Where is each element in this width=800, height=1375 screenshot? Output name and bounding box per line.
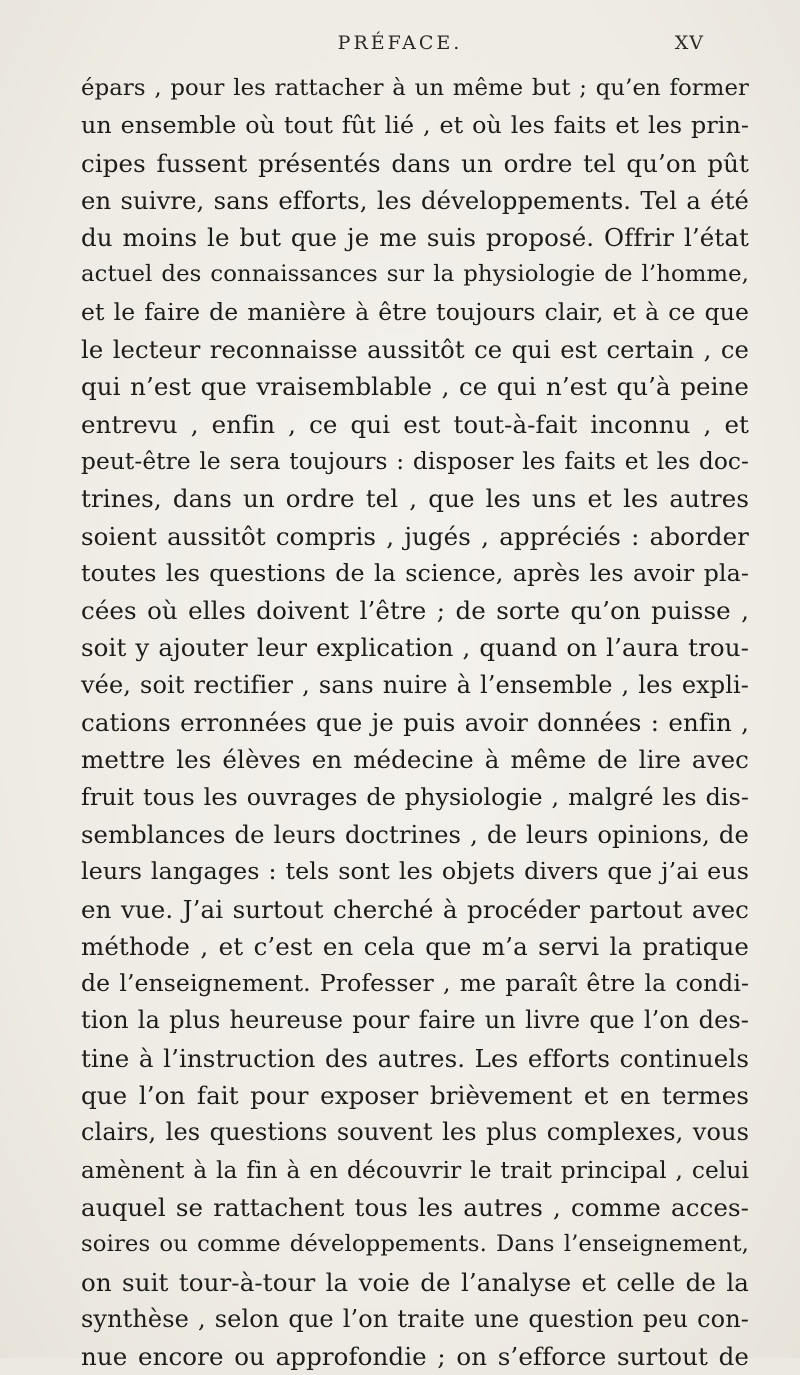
page-number: XV: [674, 32, 704, 54]
text-line: que l’on fait pour exposer brièvement et en termes: [81, 1081, 749, 1111]
text-line: vée, soit rectifier , sans nuire à l’ensemble , les expli-: [81, 670, 749, 699]
running-head: [0, 28, 800, 64]
text-line: fruit tous les ouvrages de physiologie , malgré les dis-: [81, 782, 749, 811]
text-line: et le faire de manière à être toujours clair, et à ce que: [81, 297, 749, 326]
text-line: trines, dans un ordre tel , que les uns et les autres: [81, 484, 749, 514]
text-line: soient aussitôt compris , jugés , appréciés : aborder: [81, 521, 749, 551]
text-line: toutes les questions de la science, après les avoir pla-: [81, 558, 749, 587]
text-line: tion la plus heureuse pour faire un livre que l’on des-: [81, 1006, 749, 1035]
text-line: entrevu , enfin , ce qui est tout-à-fait inconnu , et: [81, 409, 749, 439]
body-text: [81, 70, 749, 1375]
text-line: leurs langages : tels sont les objets divers que j’ai eus: [81, 857, 749, 886]
text-line: peut-être le sera toujours : disposer les faits et les doc-: [81, 447, 749, 475]
text-line: clairs, les questions souvent les plus complexes, vous: [81, 1118, 749, 1147]
text-line: épars , pour les rattacher à un même but ; qu’en former: [81, 75, 749, 101]
text-line: soires ou comme développements. Dans l’enseignement,: [81, 1231, 749, 1258]
text-line: cées où elles doivent l’être ; de sorte qu’on puisse ,: [81, 596, 749, 626]
text-line: du moins le but que je me suis proposé. Offrir l’état: [81, 223, 749, 253]
text-line: on suit tour-à-tour la voie de l’analyse et celle de la: [81, 1267, 749, 1297]
text-line: tine à l’instruction des autres. Les efforts continuels: [81, 1043, 749, 1073]
text-line: le lecteur reconnaisse aussitôt ce qui est certain , ce: [81, 335, 749, 365]
text-line: en suivre, sans efforts, les développements. Tel a été: [81, 185, 749, 215]
text-line: en vue. J’ai surtout cherché à procéder partout avec: [81, 894, 749, 924]
text-line: nue encore ou approfondie ; on s’efforce surtout de: [81, 1342, 749, 1372]
text-line: qui n’est que vraisemblable , ce qui n’est qu’à peine: [81, 372, 749, 402]
text-line: soit y ajouter leur explication , quand on l’aura trou-: [81, 633, 749, 663]
text-line: amènent à la fin à en découvrir le trait principal , celui: [81, 1156, 749, 1184]
text-line: auquel se rattachent tous les autres , comme acces-: [81, 1192, 749, 1222]
text-line: cipes fussent présentés dans un ordre tel qu’on pût: [81, 148, 749, 178]
text-line: synthèse , selon que l’on traite une question peu con-: [81, 1304, 749, 1333]
running-title: PRÉFACE.: [337, 32, 463, 54]
text-line: de l’enseignement. Professer , me paraît être la condi-: [81, 969, 749, 998]
text-line: cations erronnées que je puis avoir données : enfin ,: [81, 708, 749, 738]
text-line: méthode , et c’est en cela que m’a servi la pratique: [81, 931, 749, 961]
text-line: mettre les élèves en médecine à même de lire avec: [81, 745, 749, 775]
text-line: actuel des connaissances sur la physiologie de l’homme,: [81, 261, 749, 288]
text-line: semblances de leurs doctrines , de leurs opinions, de: [81, 819, 749, 849]
text-line: un ensemble où tout fût lié , et où les faits et les prin-: [81, 111, 749, 140]
